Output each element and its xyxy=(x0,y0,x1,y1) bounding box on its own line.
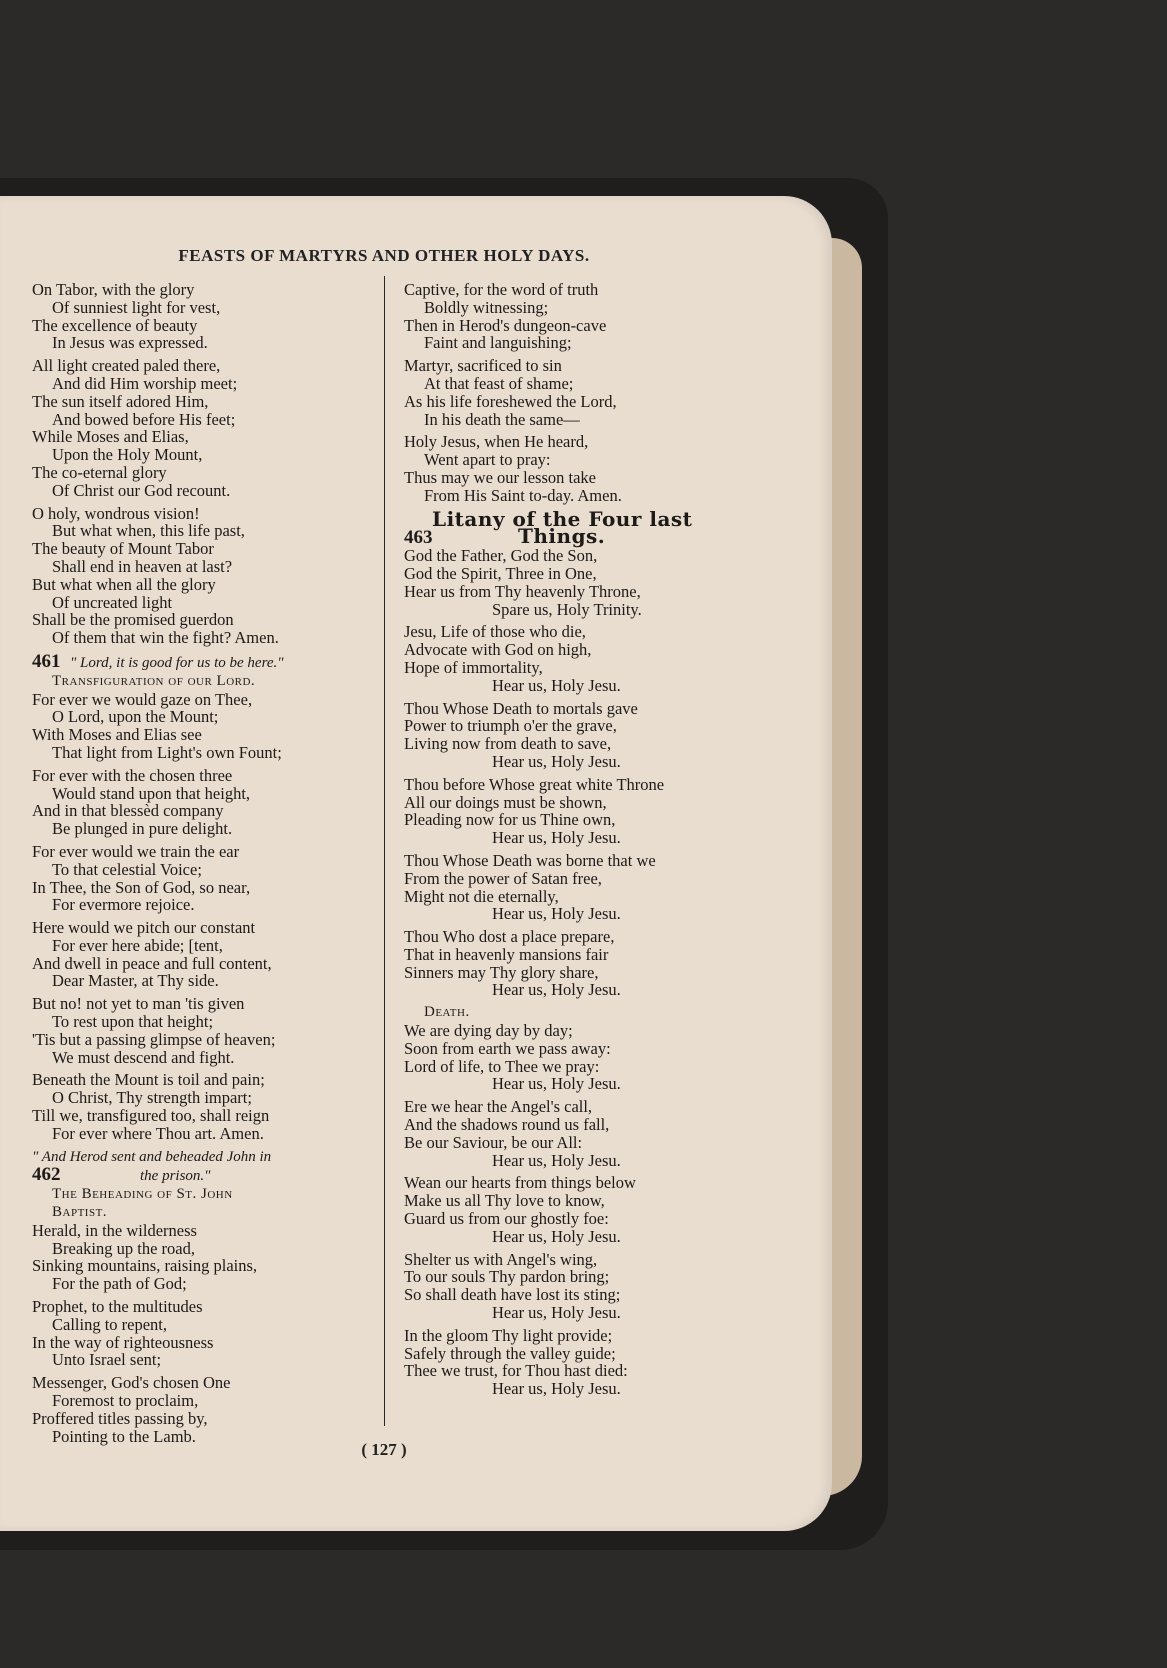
verse-line: And in that blessèd company xyxy=(32,801,224,821)
verse-line: The excellence of beauty xyxy=(32,315,198,335)
hymn-subtitle: The Beheading of St. John xyxy=(52,1186,233,1203)
stanza xyxy=(404,1174,754,1245)
verse-line: At that feast of shame; xyxy=(424,373,574,393)
verse-line: Of uncreated light xyxy=(52,592,173,612)
verse-line: Breaking up the road, xyxy=(52,1238,195,1258)
verse-line: Hear us, Holy Jesu. xyxy=(492,675,621,695)
hymn-number: 461 xyxy=(32,650,61,672)
verse-line: So shall death have lost its sting; xyxy=(404,1285,621,1305)
stanza xyxy=(404,281,754,352)
verse-line: The co-eternal glory xyxy=(32,462,167,482)
stanza xyxy=(404,852,754,923)
verse-line: Faint and languishing; xyxy=(424,333,572,353)
verse-line: All our doings must be shown, xyxy=(404,792,607,812)
stanza xyxy=(32,1298,382,1369)
stanza xyxy=(404,928,754,999)
verse-line: Jesu, Life of those who die, xyxy=(404,622,586,642)
hymn-number: 462 xyxy=(32,1164,61,1186)
verse-line: All light created paled there, xyxy=(32,356,221,376)
verse-line: To our souls Thy pardon bring; xyxy=(404,1267,610,1287)
verse-line: In the gloom Thy light provide; xyxy=(404,1325,613,1345)
verse-line: Calling to repent, xyxy=(52,1314,168,1334)
verse-line: Messenger, God's chosen One xyxy=(32,1373,231,1393)
verse-line: Thou Whose Death to mortals gave xyxy=(404,698,638,718)
verse-line: Pleading now for us Thine own, xyxy=(404,810,616,830)
verse-line: Upon the Holy Mount, xyxy=(52,445,203,465)
hymn-title-cont: Things. xyxy=(518,524,606,549)
verse-line: Wean our hearts from things below xyxy=(404,1173,636,1193)
verse-line: Sinners may Thy glory share, xyxy=(404,962,599,982)
stanza xyxy=(404,357,754,428)
verse-line: God the Spirit, Three in One, xyxy=(404,563,597,583)
verse-line: Captive, for the word of truth xyxy=(404,280,599,299)
verse-line: Hear us from Thy heavenly Throne, xyxy=(404,581,641,601)
hymn-epigraph: " And Herod sent and beheaded John in xyxy=(32,1148,272,1165)
verse-line: From His Saint to-day. Amen. xyxy=(424,485,622,505)
stanza xyxy=(32,995,382,1066)
verse-line: Foremost to proclaim, xyxy=(52,1391,199,1411)
verse-line: Hear us, Holy Jesu. xyxy=(492,1074,621,1094)
verse-line: Hope of immortality, xyxy=(404,657,543,677)
verse-line: Proffered titles passing by, xyxy=(32,1408,208,1428)
verse-line: Hear us, Holy Jesu. xyxy=(492,828,621,848)
verse-line: With Moses and Elias see xyxy=(32,725,202,745)
verse-line: Thee we trust, for Thou hast died: xyxy=(404,1361,628,1381)
verse-line: Prophet, to the multitudes xyxy=(32,1297,203,1317)
verse-line: Shall be the promised guerdon xyxy=(32,610,234,630)
verse-line: Martyr, sacrificed to sin xyxy=(404,356,562,376)
verse-line: Of sunniest light for vest, xyxy=(52,297,221,317)
verse-line: Of Christ our God recount. xyxy=(52,480,231,500)
verse-line: Thou Whose Death was borne that we xyxy=(404,850,656,870)
verse-line: Hear us, Holy Jesu. xyxy=(492,1379,621,1399)
verse-line: For the path of God; xyxy=(52,1274,187,1294)
verse-line: As his life foreshewed the Lord, xyxy=(404,391,617,411)
verse-line: Hear us, Holy Jesu. xyxy=(492,1303,621,1323)
verse-line: Of them that win the fight? Amen. xyxy=(52,628,279,648)
verse-line: In the way of righteousness xyxy=(32,1332,214,1352)
verse-line: Would stand upon that height, xyxy=(52,783,251,803)
stanza xyxy=(404,1022,754,1093)
stanza xyxy=(32,1071,382,1142)
verse-line: Herald, in the wilderness xyxy=(32,1220,197,1240)
right-column xyxy=(404,281,754,1403)
stanza xyxy=(32,919,382,990)
verse-line: O Lord, upon the Mount; xyxy=(52,707,219,727)
verse-line: Lord of life, to Thee we pray: xyxy=(404,1056,600,1076)
verse-line: Thus may we our lesson take xyxy=(404,467,596,487)
stanza xyxy=(32,281,382,352)
verse-line: On Tabor, with the glory xyxy=(32,280,195,299)
verse-line: While Moses and Elias, xyxy=(32,427,189,447)
stanza xyxy=(404,547,754,618)
verse-line: Hear us, Holy Jesu. xyxy=(492,980,621,1000)
verse-line: Living now from death to save, xyxy=(404,734,612,754)
verse-line: Pointing to the Lamb. xyxy=(52,1426,196,1446)
hymn-463-stanzas xyxy=(404,547,754,999)
hymn-epigraph-cont: the prison." xyxy=(140,1168,211,1185)
column-divider xyxy=(384,276,385,1426)
verse-line: Power to triumph o'er the grave, xyxy=(404,716,617,736)
verse-line: For ever where Thou art. Amen. xyxy=(52,1123,264,1143)
verse-line: Sinking mountains, raising plains, xyxy=(32,1256,258,1276)
stanza xyxy=(32,843,382,914)
hymn-subtitle-cont: Baptist. xyxy=(52,1204,108,1221)
stanza xyxy=(404,1098,754,1169)
verse-line: Thou before Whose great white Throne xyxy=(404,774,665,794)
hymn-462-stanzas xyxy=(32,1222,382,1446)
stanza xyxy=(32,1222,382,1293)
verse-line: The sun itself adored Him, xyxy=(32,391,209,411)
verse-line: And the shadows round us fall, xyxy=(404,1115,610,1135)
hymn-461-heading xyxy=(32,650,382,691)
verse-line: Hear us, Holy Jesu. xyxy=(492,1150,621,1170)
verse-line: That light from Light's own Fount; xyxy=(52,742,282,762)
verse-line: That in heavenly mansions fair xyxy=(404,944,609,964)
verse-line: Soon from earth we pass away: xyxy=(404,1038,611,1058)
stanza xyxy=(404,776,754,847)
hymn-title: Litany of the Four last xyxy=(432,506,693,531)
verse-line: And did Him worship meet; xyxy=(52,373,238,393)
verse-line: O holy, wondrous vision! xyxy=(32,503,200,523)
verse-line: Guard us from our ghostly foe: xyxy=(404,1209,609,1229)
verse-line: Hear us, Holy Jesu. xyxy=(492,1226,621,1246)
hymn-subtitle: Transfiguration of our Lord. xyxy=(52,672,256,689)
stanza xyxy=(32,357,382,499)
verse-line: Hear us, Holy Jesu. xyxy=(492,904,621,924)
verse-line: Dear Master, at Thy side. xyxy=(52,971,219,991)
section-heading: Death. xyxy=(424,1004,470,1021)
hymn-461-stanzas xyxy=(32,691,382,1143)
left-column xyxy=(32,281,382,1450)
stanza xyxy=(404,1327,754,1398)
stanza xyxy=(32,1374,382,1445)
verse-line: In Jesus was expressed. xyxy=(52,333,208,353)
stanza xyxy=(32,767,382,838)
verse-line: Thou Who dost a place prepare, xyxy=(404,927,615,947)
running-header: FEASTS OF MARTYRS AND OTHER HOLY DAYS. xyxy=(178,246,590,265)
verse-line: For ever would we train the ear xyxy=(32,841,240,861)
verse-line: Boldly witnessing; xyxy=(424,297,549,317)
verse-line: For ever we would gaze on Thee, xyxy=(32,689,253,709)
verse-line: To that celestial Voice; xyxy=(52,859,202,879)
verse-line: And bowed before His feet; xyxy=(52,409,236,429)
stanza xyxy=(404,1251,754,1322)
verse-line: Might not die eternally, xyxy=(404,886,559,906)
hymn-462-continued xyxy=(404,281,754,505)
hymn-462-heading xyxy=(32,1149,382,1222)
verse-line: For ever with the chosen three xyxy=(32,765,233,785)
verse-line: But no! not yet to man 'tis given xyxy=(32,994,245,1014)
hymn-460-end xyxy=(32,281,382,647)
verse-line: Shelter us with Angel's wing, xyxy=(404,1249,598,1269)
verse-line: In Thee, the Son of God, so near, xyxy=(32,877,251,897)
hymn-463-death-stanzas xyxy=(404,1022,754,1398)
verse-line: Ere we hear the Angel's call, xyxy=(404,1097,593,1117)
verse-line: And dwell in peace and full content, xyxy=(32,953,272,973)
verse-line: God the Father, God the Son, xyxy=(404,546,598,566)
verse-line: For ever here abide; [tent, xyxy=(52,935,223,955)
verse-line: To rest upon that height; xyxy=(52,1012,214,1032)
verse-line: From the power of Satan free, xyxy=(404,868,602,888)
verse-line: Till we, transfigured too, shall reign xyxy=(32,1106,270,1126)
verse-line: Hear us, Holy Jesu. xyxy=(492,751,621,771)
page-number: ( 127 ) xyxy=(361,1440,407,1459)
verse-line: But what when, this life past, xyxy=(52,521,245,541)
verse-line: The beauty of Mount Tabor xyxy=(32,539,214,559)
verse-line: In his death the same— xyxy=(424,409,580,429)
verse-line: Safely through the valley guide; xyxy=(404,1343,616,1363)
stanza xyxy=(32,505,382,647)
verse-line: We are dying day by day; xyxy=(404,1021,573,1041)
verse-line: Be plunged in pure delight. xyxy=(52,819,233,839)
verse-line: O Christ, Thy strength impart; xyxy=(52,1088,252,1108)
verse-line: Went apart to pray: xyxy=(424,450,551,470)
verse-line: Spare us, Holy Trinity. xyxy=(492,599,642,619)
verse-line: For evermore rejoice. xyxy=(52,895,195,915)
stanza xyxy=(404,433,754,504)
hymn-number: 463 xyxy=(404,527,433,549)
verse-line: Beneath the Mount is toil and pain; xyxy=(32,1070,265,1090)
verse-line: Here would we pitch our constant xyxy=(32,918,256,938)
verse-line: Advocate with God on high, xyxy=(404,640,592,660)
verse-line: But what when all the glory xyxy=(32,574,216,594)
stanza xyxy=(32,691,382,762)
verse-line: We must descend and fight. xyxy=(52,1047,235,1067)
verse-line: Unto Israel sent; xyxy=(52,1350,162,1370)
verse-line: Holy Jesus, when He heard, xyxy=(404,432,589,452)
stanza xyxy=(404,700,754,771)
verse-line: Make us all Thy love to know, xyxy=(404,1191,605,1211)
verse-line: Shall end in heaven at last? xyxy=(52,556,233,576)
stanza xyxy=(404,623,754,694)
verse-line: Be our Saviour, be our All: xyxy=(404,1132,583,1152)
hymn-epigraph: " Lord, it is good for us to be here." xyxy=(70,654,284,671)
verse-line: 'Tis but a passing glimpse of heaven; xyxy=(32,1029,276,1049)
hymn-463-heading xyxy=(404,506,754,549)
verse-line: Then in Herod's dungeon-cave xyxy=(404,315,607,335)
